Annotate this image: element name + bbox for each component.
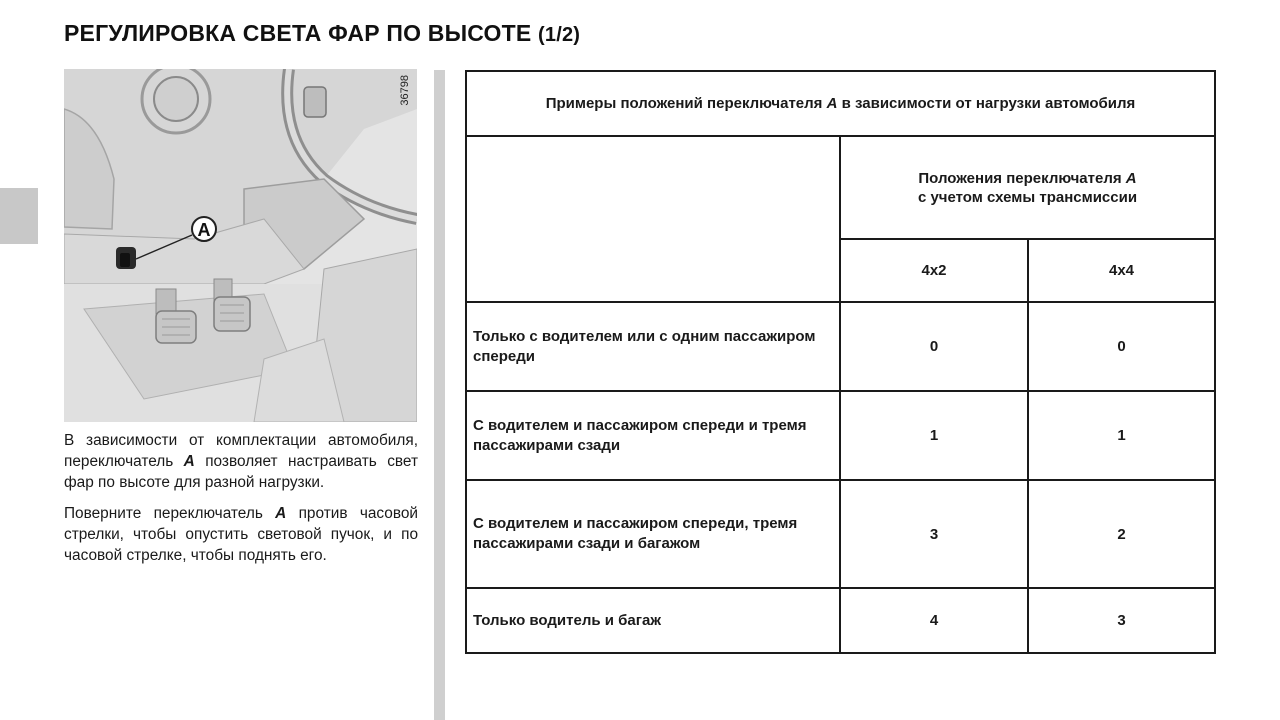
page-title: [64, 20, 580, 47]
row-label: С водителем и пассажиром спереди, тремя пассажирами сзади и багажом: [473, 515, 798, 552]
row-value-4x4: 1: [1117, 427, 1126, 444]
row-value-4x4: 2: [1117, 525, 1126, 543]
table-group-header: Положения переключателя A с учетом схемы трансмиссии: [917, 169, 1138, 206]
row-value-4x4: 3: [1117, 612, 1126, 629]
dashboard-figure: [64, 69, 417, 422]
column-divider: [434, 70, 445, 720]
description-paragraph-2: Поверните переключатель A против часовой стрелки, чтобы опустить световой пучок, и по часовой стрелке, чтобы поднять его.: [64, 505, 418, 564]
figure-callout-a: A: [197, 220, 211, 240]
row-value-4x2: 0: [929, 338, 939, 355]
dashboard-illustration: [64, 69, 417, 422]
row-value-4x4: 0: [1117, 338, 1126, 355]
page-title-text: РЕГУЛИРОВКА СВЕТА ФАР ПО ВЫСОТЕ: [64, 20, 532, 46]
description-paragraph-1: В зависимости от комплектации автомобиля, переключатель A позволяет настраивать свет фар по высоте для разной нагрузки.: [64, 432, 418, 491]
row-label: Только водитель и багаж: [473, 612, 661, 629]
row-value-4x2: 3: [929, 525, 939, 543]
row-value-4x2: 1: [929, 427, 939, 444]
column-header-4x4: 4x4: [1108, 262, 1135, 279]
table-caption: Примеры положений переключателя A в зависимости от нагрузки автомобиля: [545, 95, 1136, 112]
description-text: [64, 430, 418, 576]
chapter-tab: [0, 188, 38, 244]
row-label: Только с водителем или с одним пассажиром спереди: [473, 327, 816, 365]
column-header-4x2: 4x2: [921, 262, 947, 279]
page-part-indicator: (1/2): [538, 24, 581, 46]
row-value-4x2: 4: [929, 612, 939, 629]
row-label: С водителем и пассажиром спереди и тремя пассажирами сзади: [473, 416, 807, 454]
figure-code: 36798: [399, 75, 411, 106]
switch-positions-table: [465, 70, 1216, 654]
